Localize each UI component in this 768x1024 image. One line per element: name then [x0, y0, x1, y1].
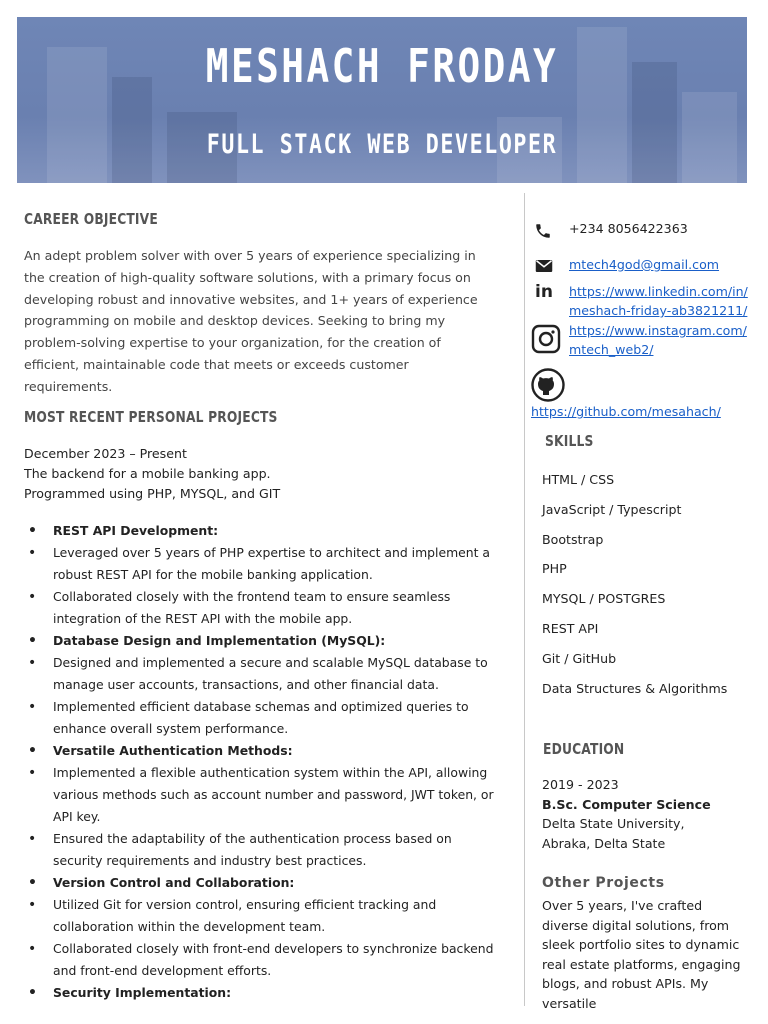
column-divider [524, 193, 525, 1006]
list-item: • Implemented efficient database schemas and optimized queries to enhance overall system performance. [24, 696, 494, 740]
list-item: • Utilized Git for version control, ensuring efficient tracking and collaboration within the development team. [24, 894, 494, 938]
github-link[interactable]: https://github.com/mesahach/ [531, 404, 721, 419]
linkedin-link-part-1: https://www.linkedin.com/in/ [569, 284, 748, 299]
linkedin-link[interactable] [569, 282, 748, 320]
career-objective-heading: CAREER OBJECTIVE [24, 210, 158, 228]
list-item: • REST API Development: [24, 520, 494, 542]
education-degree: B.Sc. Computer Science [542, 797, 711, 812]
phone-number: +234 8056422363 [569, 221, 688, 236]
list-item: • Security Implementation: [24, 982, 494, 1004]
project-summary: The backend for a mobile banking app. [24, 466, 271, 481]
other-projects-heading: Other Projects [542, 875, 665, 891]
skyline-building [682, 92, 737, 183]
instagram-link-part-1: https://www.instagram.com/ [569, 323, 747, 338]
skill-item: REST API [542, 621, 599, 636]
project-stack: Programmed using PHP, MYSQL, and GIT [24, 486, 281, 501]
linkedin-link-part-2: meshach-friday-ab3821211/ [569, 303, 748, 318]
skill-item: PHP [542, 561, 567, 576]
career-objective-text: An adept problem solver with over 5 years of experience specializing in the creation of high-quality software solutions, with a primary focus on developing robust and innovative websites, and 1+ years of experience programming on mobile and desktop devices. Seeking to bring my problem-solving expertise to your organization, for the creation of efficient, maintainable code that meets or exceeds customer requirements. [24, 248, 478, 394]
education-school: Delta State University, [542, 816, 685, 831]
list-item: • Collaborated closely with the frontend team to ensure seamless integration of the REST API with the mobile app. [24, 586, 494, 630]
instagram-icon [531, 324, 561, 354]
skill-item: HTML / CSS [542, 472, 615, 487]
email-link[interactable]: mtech4god@gmail.com [569, 257, 720, 272]
project-bullet-list [24, 520, 494, 1004]
person-name: MESHACH FRODAY [205, 39, 559, 93]
skill-item: Bootstrap [542, 532, 604, 547]
project-date: December 2023 – Present [24, 446, 187, 461]
list-item: • Ensured the adaptability of the authentication process based on security requirements and industry best practices. [24, 828, 494, 872]
list-item: • Database Design and Implementation (MySQL): [24, 630, 494, 652]
github-icon [531, 368, 565, 402]
projects-heading: MOST RECENT PERSONAL PROJECTS [24, 408, 278, 426]
education-heading: EDUCATION [543, 740, 625, 758]
phone-icon [534, 222, 552, 240]
envelope-icon [535, 259, 553, 273]
other-projects-text: Over 5 years, I've crafted diverse digital solutions, from sleek portfolio sites to dynamic real estate platforms, engaging blogs, and robust APIs. My versatile [542, 898, 741, 1011]
job-title: FULL STACK WEB DEVELOPER [206, 129, 558, 160]
list-item: • Versatile Authentication Methods: [24, 740, 494, 762]
list-item: • Implemented a flexible authentication system within the API, allowing various methods such as account number and password, JWT token, or API key. [24, 762, 494, 828]
skill-item: Git / GitHub [542, 651, 617, 666]
education-years: 2019 - 2023 [542, 777, 619, 792]
skills-heading: SKILLS [545, 432, 594, 450]
list-item: • Designed and implemented a secure and scalable MySQL database to manage user accounts, transactions, and other financial data. [24, 652, 494, 696]
list-item: • Leveraged over 5 years of PHP expertise to architect and implement a robust REST API for the mobile banking application. [24, 542, 494, 586]
instagram-link[interactable] [569, 321, 747, 359]
skill-item: MYSQL / POSTGRES [542, 591, 666, 606]
instagram-link-part-2: mtech_web2/ [569, 342, 654, 357]
list-item: • Collaborated closely with front-end developers to synchronize backend and front-end development efforts. [24, 938, 494, 982]
linkedin-icon: in [535, 282, 553, 302]
education-location: Abraka, Delta State [542, 836, 666, 851]
skill-item: JavaScript / Typescript [542, 502, 682, 517]
list-item: • Version Control and Collaboration: [24, 872, 494, 894]
header-banner [17, 17, 747, 183]
skill-item: Data Structures & Algorithms [542, 681, 728, 696]
